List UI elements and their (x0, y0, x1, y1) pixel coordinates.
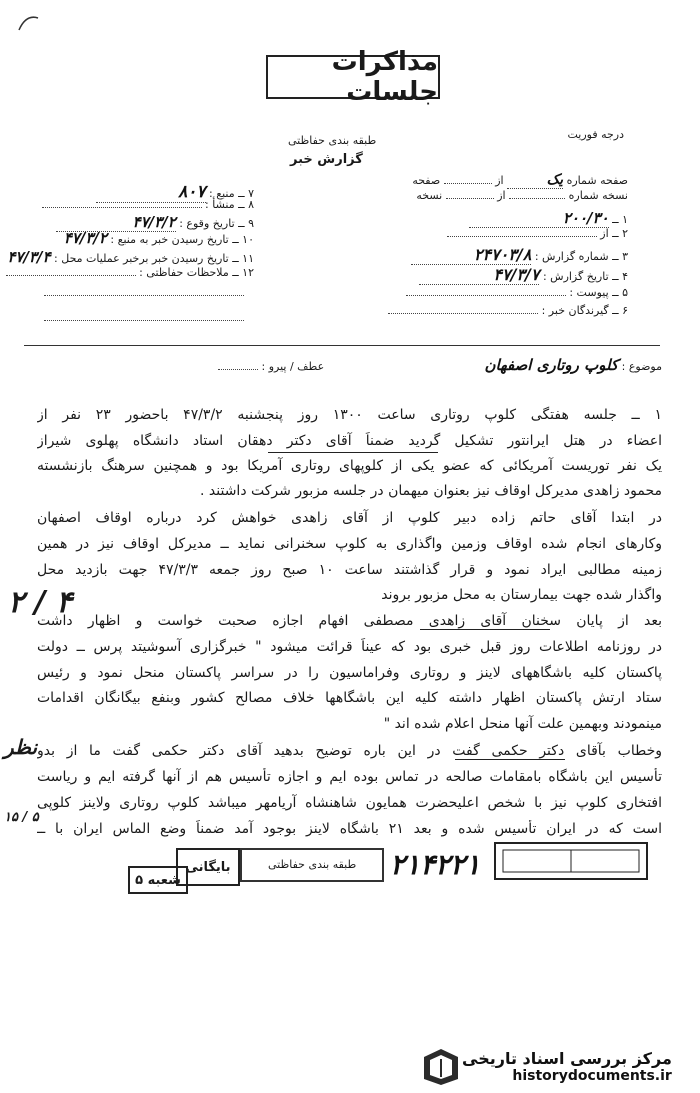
dotted-line (44, 320, 244, 321)
margin-note: ۵ / ۱۵ (4, 810, 39, 825)
form-right-row-2 (447, 227, 628, 240)
body-line: افتخاری کلوپ نیز با شخص اعلیحضرت همایون شاهنشاه آریامهر میباشد کلوپ روتاری ولاینز کلوپی (37, 795, 662, 811)
form-label: صفحه (412, 174, 441, 187)
watermark-site: historydocuments.ir (512, 1067, 672, 1084)
body-line: واگذار شده جهت بیمارستان به محل مزبور بروند (381, 587, 662, 603)
subject-label: موضوع : (621, 360, 662, 373)
form-label: ۱۱ ــ تاریخ رسیدن خبر برخبر عملیات محل : (54, 252, 254, 265)
subject-value: کلوپ روتاری اصفهان (484, 356, 619, 374)
archive-stamp-label: بایگانی (185, 859, 231, 875)
underline-mark (455, 759, 565, 760)
body-line: در روزنامه اطلاعات روز قبل خبری بود که عیناً قرائت میشود " خبرگزاری آسوشیتد پرس ــ دولت (37, 639, 662, 655)
divider-line (24, 345, 660, 346)
watermark (420, 1042, 695, 1090)
body-line: مینمودند وبهمین علت آنها منحل اعلام شده اند " (383, 716, 662, 732)
form-label: از (495, 174, 504, 187)
underline-mark (268, 452, 438, 453)
form-right-page-number (412, 172, 628, 189)
form-value: ۸۰۷ (178, 182, 206, 202)
urgency-label: درجه فوریت (567, 128, 624, 141)
form-label: ۱ ــ (612, 213, 628, 226)
document-title-box (266, 47, 440, 107)
form-left-row-8 (42, 198, 254, 211)
form-right-row-5 (406, 286, 628, 299)
body-line: تأسیس این باشگاه بامقامات صالحه در تماس بوده ایم و اجازه تأسیس هم از آنها گرفته ایم و ریاست (37, 769, 662, 785)
form-label: نسخه (416, 189, 443, 202)
body-line: بعد از پایان سخنان آقای زاهدی مصطفی افهام اجازه صحبت خواست و اظهار داشت (37, 613, 662, 629)
footer-classification-box (240, 848, 384, 882)
dotted-line (44, 295, 244, 296)
report-heading: گزارش خبر (290, 152, 363, 167)
body-line: وکارهای انجام شده اوقاف وزمین واگذاری به کلوپ سخنرانی نماید ــ مدیرکل اوقاف نیز در همین (37, 536, 662, 552)
form-label: ۱۰ ــ تاریخ رسیدن خبر به منبع : (110, 233, 254, 246)
reference-label: عطف / پیرو : (261, 360, 325, 373)
form-label: ۱۲ ــ ملاحظات حفاظتی : (139, 266, 254, 279)
archive-number: ۲۱۴۲۲۱ (390, 848, 481, 881)
form-label: ۳ ــ شماره گزارش : (534, 250, 628, 263)
form-right-row-6 (388, 304, 628, 317)
form-value: ۴۷/۳/۴ (7, 248, 51, 266)
body-line: ستاد ارتش پاکستان اظهار داشته کلیه این باشگاهها خلاف مصالح کشور وبنفع بیگانگان اقدامات (37, 690, 662, 706)
form-value: ۲۰۰/۳۰ (562, 209, 609, 227)
subject-row (484, 356, 662, 374)
form-label: ۴ ــ تاریخ گزارش : (542, 270, 628, 283)
body-line: پاکستان کلیه باشگاههای لاینز و روتاری وفراماسیون را در سراسر پاکستان منحل نمود و رئیس (37, 665, 662, 681)
form-label: ۷ ــ منبع : (209, 187, 254, 200)
registry-stamp-icon (501, 848, 641, 874)
form-right-row-4 (419, 265, 628, 285)
form-value: ۲۴۷۰۳/۸ (473, 245, 532, 264)
form-label: ۲ ــ از (600, 227, 628, 240)
corner-mark-icon (16, 10, 42, 36)
underline-mark (420, 629, 550, 630)
form-value: ۴۷/۳/۲ (132, 213, 176, 231)
form-right-row-3 (411, 245, 628, 265)
form-left-row-12 (6, 266, 254, 279)
form-label: ۹ ــ تاریخ وقوع : (179, 217, 254, 230)
body-line: ۱ ــ جلسه هفتگی کلوپ روتاری ساعت ۱۳۰۰ روز پنجشنبه ۴۷/۳/۲ باحضور ۲۳ نفر از (37, 407, 662, 423)
body-line: محمود زاهدی مدیرکل اوقاف نیز بعنوان میهمان در جلسه مزبور شرکت داشتند . (200, 483, 662, 499)
form-label: صفحه شماره (566, 174, 628, 187)
form-label: ۵ ــ پیوست : (569, 286, 628, 299)
classification-label: طبقه بندی حفاظتی (288, 134, 377, 147)
form-right-copy-number (416, 189, 628, 202)
form-value: ۴۷/۳/۲ (63, 229, 107, 247)
branch-stamp (128, 866, 188, 894)
history-book-icon (420, 1045, 462, 1087)
registry-stamp (494, 842, 648, 880)
document-title: مذاکرات جلسات (331, 47, 438, 107)
form-label: از (497, 189, 506, 202)
margin-note: ۲ / ۴ (8, 585, 73, 620)
form-value: ۴۷/۳/۷ (493, 265, 540, 284)
watermark-text (462, 1049, 672, 1084)
form-left-row-10 (64, 229, 254, 247)
reference-row (218, 360, 324, 373)
body-line: یک نفر توریست آمریکائی که عضو یکی از کلوپهای روتاری آمریکا بود و همچنین سرهنگ بازنشسته (37, 458, 662, 474)
form-left-row-11 (7, 248, 254, 266)
body-line: است که در ایران تأسیس شده و بعد ۲۱ باشگاه لاینز بوجود آمد ضمناً وضع الماس ایران با ــ (37, 821, 662, 837)
margin-note: نظر (4, 735, 38, 759)
body-line: زمینه مطالبی ایراد نمود و قرار گذاشتند ساعت ۱۰ صبح روز جمعه ۴۷/۳/۳ جهت بازدید محل (37, 562, 662, 578)
footer-classification: طبقه بندی حفاظتی (268, 858, 357, 871)
form-right-row-1 (469, 209, 628, 228)
body-line: اعضاء در هتل ایرانتور تشکیل گردید ضمناً آقای دکتر دهقان استاد دانشگاه پهلوی شیراز (37, 433, 662, 449)
body-line: در ابتدا آقای حاتم زاده دبیر کلوپ از آقای زاهدی خواهش کرد درباره اوقاف اصفهان (37, 510, 662, 526)
form-label: ۸ ــ منشأ : (205, 198, 254, 211)
form-label: ۶ ــ گیرندگان خبر : (541, 304, 628, 317)
watermark-name: مرکز بررسی اسناد تاریخی (462, 1048, 672, 1068)
form-label: نسخه شماره (568, 189, 628, 202)
body-line: وخطاب بآقای دکتر حکمی گفت در این باره توضیح بدهید آقای دکتر حکمی گفت ما از بدو (37, 743, 662, 759)
branch-stamp-label: شعبه ۵ (135, 872, 181, 888)
form-value: یک (546, 172, 564, 188)
